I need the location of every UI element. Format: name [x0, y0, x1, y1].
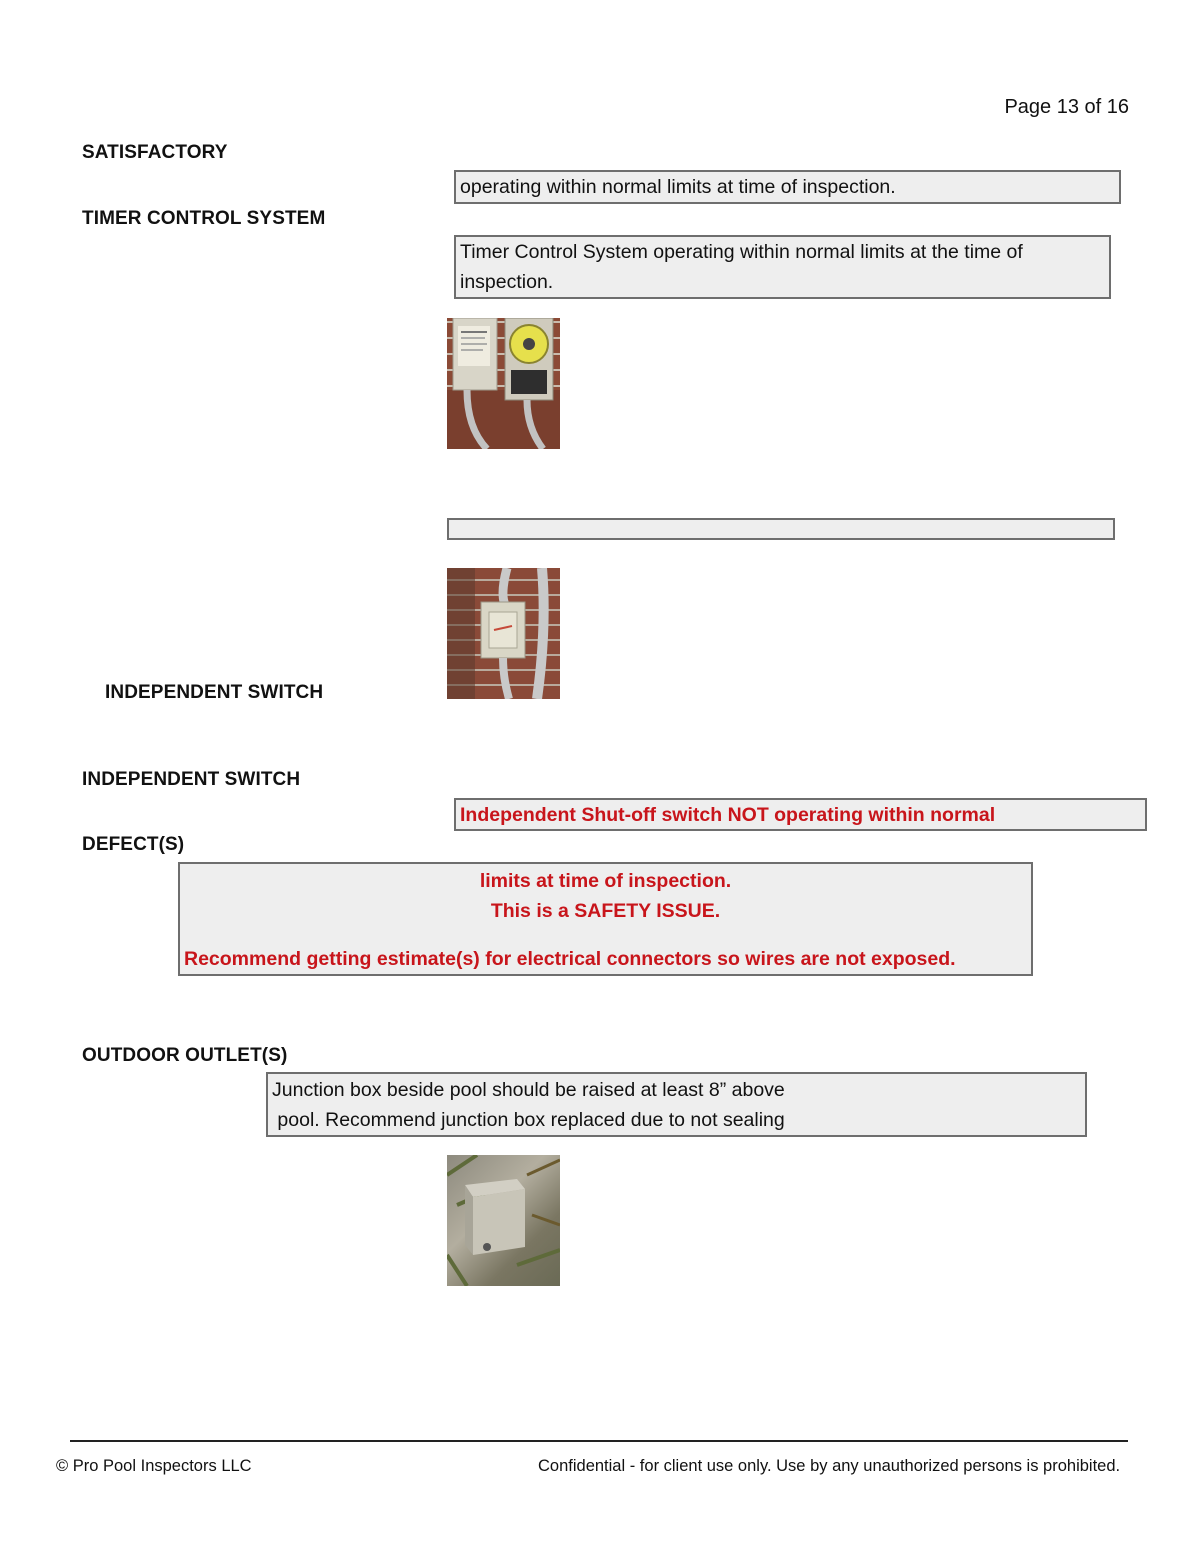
timer-photo — [447, 318, 560, 449]
footer-copyright: © Pro Pool Inspectors LLC — [56, 1457, 252, 1475]
defect-line-2: This is a SAFETY ISSUE. — [490, 900, 721, 922]
satisfactory-label: SATISFACTORY — [82, 142, 228, 163]
empty-comment-box — [447, 518, 1115, 540]
defects-label: DEFECT(S) — [82, 834, 185, 855]
switch-photo-illustration — [447, 568, 560, 699]
timer-comment-box — [454, 235, 1111, 299]
satisfactory-comment-text: operating within normal limits at time of inspection. — [460, 176, 896, 198]
satisfactory-comment-box — [454, 170, 1121, 204]
page-number: Page 13 of 16 — [1004, 96, 1129, 118]
footer-divider — [70, 1440, 1128, 1442]
defect-line-3: Recommend getting estimate(s) for electrical connectors so wires are not exposed. — [184, 948, 956, 970]
outdoor-outlets-line-2: pool. Recommend junction box replaced due to not sealing — [272, 1109, 785, 1131]
independent-switch-label: INDEPENDENT SWITCH — [82, 769, 301, 790]
junction-box-photo-illustration — [447, 1155, 560, 1286]
outdoor-outlets-line-1: Junction box beside pool should be raised at least 8” above — [272, 1079, 785, 1101]
footer-confidential-notice: Confidential - for client use only. Use by any unauthorized persons is prohibited. — [538, 1457, 1121, 1475]
timer-control-system-label: TIMER CONTROL SYSTEM — [82, 208, 326, 229]
independent-switch-photo — [447, 568, 560, 699]
independent-switch-comment-text: Independent Shut-off switch NOT operating within normal — [460, 804, 996, 826]
independent-switch-photo-caption: INDEPENDENT SWITCH — [105, 682, 324, 703]
defect-line-1: limits at time of inspection. — [479, 870, 732, 892]
junction-box-photo — [447, 1155, 560, 1286]
outdoor-outlets-comment-box — [266, 1072, 1087, 1137]
independent-switch-comment-box — [454, 798, 1147, 831]
defect-comment-box — [178, 862, 1033, 976]
timer-comment-line-2: inspection. — [460, 271, 554, 293]
timer-comment-line-1: Timer Control System operating within normal limits at the time of — [460, 241, 1023, 263]
timer-photo-illustration — [447, 318, 560, 449]
outdoor-outlets-label: OUTDOOR OUTLET(S) — [82, 1045, 288, 1066]
